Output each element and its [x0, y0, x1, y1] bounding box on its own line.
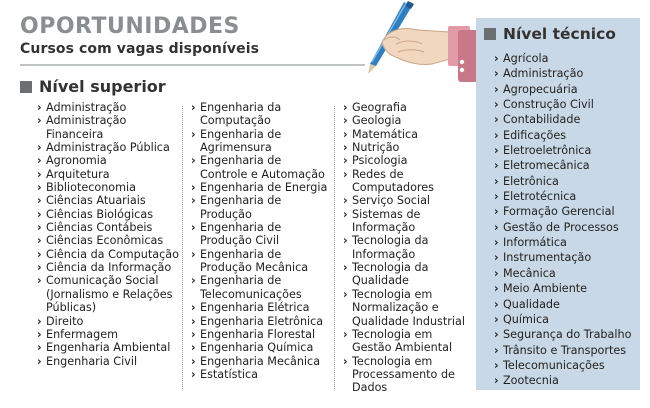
list-item: › Administração Pública	[37, 141, 182, 154]
list-item: › Engenharia Química	[191, 341, 331, 354]
section-heading-label: Nível técnico	[503, 25, 616, 43]
list-item: › Engenharia Eletrônica	[191, 315, 331, 328]
list-item: › Matemática	[343, 128, 468, 141]
page-subtitle: Cursos com vagas disponíveis	[20, 41, 260, 57]
list-item: › Meio Ambiente	[494, 281, 639, 296]
list-item: › Engenharia de Produção	[191, 194, 331, 221]
list-item: › Enfermagem	[37, 328, 182, 341]
list-item: › Gestão de Processos	[494, 220, 639, 235]
list-item: › Qualidade	[494, 297, 639, 312]
list-item: › Administração	[37, 101, 182, 114]
list-item: › Engenharia Florestal	[191, 328, 331, 341]
tecnico-list	[494, 51, 639, 389]
list-item: › Edificações	[494, 128, 639, 143]
list-item: › Redes de Computadores	[343, 168, 468, 195]
list-item: › Contabilidade	[494, 112, 639, 127]
column-divider	[334, 106, 335, 389]
list-item: › Psicologia	[343, 154, 468, 167]
list-item: › Eletroeletrônica	[494, 143, 639, 158]
list-item: › Administração	[494, 66, 639, 81]
list-item: › Construção Civil	[494, 97, 639, 112]
list-item: › Engenharia Ambiental	[37, 341, 182, 354]
list-item: › Serviço Social	[343, 194, 468, 207]
list-item: › Engenharia de Produção Civil	[191, 221, 331, 248]
list-item: › Geografia	[343, 101, 468, 114]
list-item: › Formação Gerencial	[494, 204, 639, 219]
list-item: › Segurança do Trabalho	[494, 327, 639, 342]
list-item: › Agronomia	[37, 154, 182, 167]
list-item: › Eletrotécnica	[494, 189, 639, 204]
page-title: OPORTUNIDADES	[20, 14, 240, 39]
list-item: › Eletromecânica	[494, 158, 639, 173]
list-item: › Engenharia de Produção Mecânica	[191, 248, 331, 275]
list-item: › Ciências Contábeis	[37, 221, 182, 234]
list-item: › Ciência da Computação	[37, 248, 182, 261]
list-item: › Estatística	[191, 368, 331, 381]
square-bullet-icon	[20, 81, 32, 93]
list-item: › Agropecuária	[494, 82, 639, 97]
section-heading-label: Nível superior	[39, 77, 166, 96]
hand-with-pen-illustration	[362, 0, 490, 92]
list-item: › Engenharia da Computação	[191, 101, 331, 128]
list-item: › Engenharia de Agrimensura	[191, 128, 331, 155]
list-item: › Administração Financeira	[37, 114, 182, 141]
list-item: › Engenharia de Controle e Automação	[191, 154, 331, 181]
list-item: › Engenharia de Energia	[191, 181, 331, 194]
list-item: › Tecnologia em Gestão Ambiental	[343, 328, 468, 355]
list-item: › Biblioteconomia	[37, 181, 182, 194]
list-item: › Ciências Atuariais	[37, 194, 182, 207]
list-item: › Ciências Biológicas	[37, 208, 182, 221]
title-divider	[20, 64, 365, 66]
list-item: › Tecnologia em Processamento de Dados	[343, 355, 468, 395]
list-item: › Tecnologia da Informação	[343, 234, 468, 261]
list-item: › Tecnologia da Qualidade	[343, 261, 468, 288]
list-item: › Engenharia Mecânica	[191, 355, 331, 368]
section-heading-nivel-tecnico	[484, 25, 616, 43]
list-item: › Eletrônica	[494, 174, 639, 189]
list-item: › Trânsito e Transportes	[494, 343, 639, 358]
list-item: › Nutrição	[343, 141, 468, 154]
list-item: › Sistemas de Informação	[343, 208, 468, 235]
list-item: › Comunicação Social (Jornalismo e Relações Públicas)	[37, 274, 182, 314]
list-item: › Mecânica	[494, 266, 639, 281]
list-item: › Zootecnia	[494, 373, 639, 388]
list-item: › Geologia	[343, 114, 468, 127]
list-item: › Direito	[37, 315, 182, 328]
list-item: › Química	[494, 312, 639, 327]
hand-icon	[382, 29, 454, 65]
list-item: › Instrumentação	[494, 250, 639, 265]
list-item: › Informática	[494, 235, 639, 250]
list-item: › Telecomunicações	[494, 358, 639, 373]
column-divider	[182, 106, 183, 389]
list-item: › Agrícola	[494, 51, 639, 66]
section-heading-nivel-superior	[20, 77, 166, 96]
list-item: › Engenharia de Telecomunicações	[191, 274, 331, 301]
list-item: › Ciências Econômicas	[37, 234, 182, 247]
superior-column-2	[191, 101, 331, 381]
list-item: › Ciência da Informação	[37, 261, 182, 274]
superior-column-1	[37, 101, 182, 368]
square-bullet-icon	[484, 28, 496, 40]
list-item: › Tecnologia em Normalização e Qualidade Industrial	[343, 288, 468, 328]
list-item: › Engenharia Civil	[37, 355, 182, 368]
list-item: › Arquitetura	[37, 168, 182, 181]
superior-column-3	[343, 101, 468, 395]
list-item: › Engenharia Elétrica	[191, 301, 331, 314]
